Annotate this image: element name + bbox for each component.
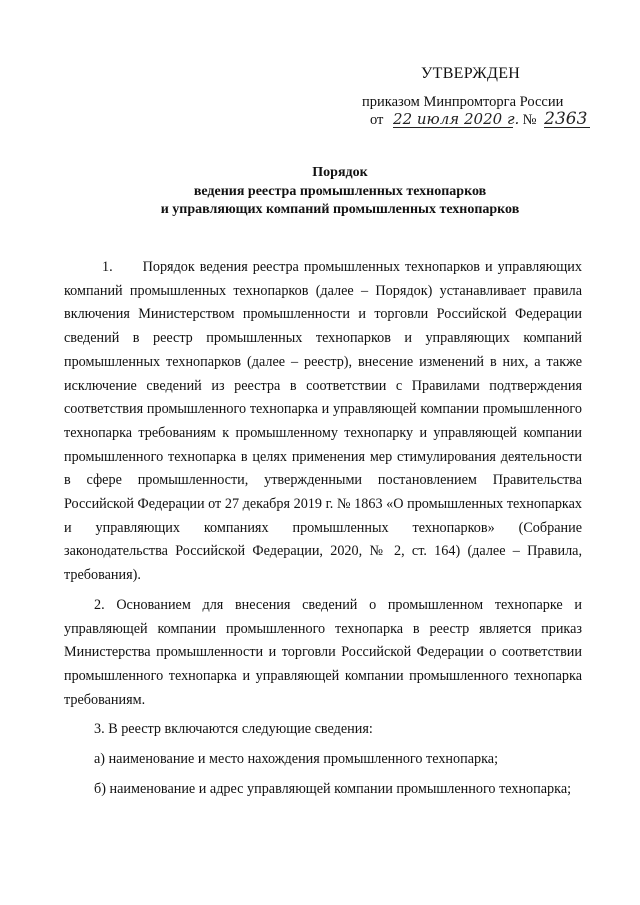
order-reference: приказом Минпромторга России	[362, 94, 564, 110]
paragraph-1: 1. Порядок ведения реестра промышленных технопарков и управляющих компаний промышленных технопарков (далее – Порядок) устанавливает правила включения Министерством промышленности и торговли Российской Федерации сведений в реестр промышленных технопарков и управляющих компаний промышленных технопарков (далее – реестр), внесение изменений в них, а также исключение сведений из реестра в соответствии с Правилами подтверждения соответствия промышленного технопарка и управляющей компании промышленного технопарка требованиям к промышленному технопарку и управляющей компании промышленного технопарка в целях применения мер стимулирования деятельности в сфере промышленности, утвержденными постановлением Правительства Российской Федерации от 27 декабря 2019 г. № 1863 «О промышленных технопарках и управляющих компаниях промышленных технопарков» (Собрание законодательства Российской Федерации, 2020, № 2, ст. 164) (далее – Правила, требования).	[64, 259, 582, 584]
title-line-3: и управляющих компаний промышленных технопарков	[160, 202, 520, 217]
document-body	[64, 256, 582, 807]
from-label: от	[370, 112, 384, 128]
list-item-a: а) наименование и место нахождения промышленного технопарка;	[94, 751, 499, 768]
list-item-b: б) наименование и адрес управляющей компании промышленного технопарка;	[94, 780, 572, 797]
number-label: №	[522, 112, 537, 128]
approval-stamp-heading: УТВЕРЖДЕН	[421, 65, 521, 82]
handwritten-order-number: 2363	[544, 112, 590, 128]
document-title	[80, 164, 600, 220]
paragraph-3: 3. В реестр включаются следующие сведения:	[94, 721, 373, 738]
paragraph-2: 2. Основанием для внесения сведений о промышленном технопарке и управляющей компании промышленного технопарка в реестр является приказ Министерства промышленности и торговли Российской Федерации о соответствии промышленного технопарка и управляющей компании промышленного технопарка требованиям.	[64, 596, 582, 708]
handwritten-date: 22 июля 2020 г.	[393, 110, 520, 128]
title-line-1: Порядок	[312, 165, 368, 180]
title-line-2: ведения реестра промышленных технопарков	[193, 183, 487, 199]
order-date-number-line	[370, 109, 590, 129]
